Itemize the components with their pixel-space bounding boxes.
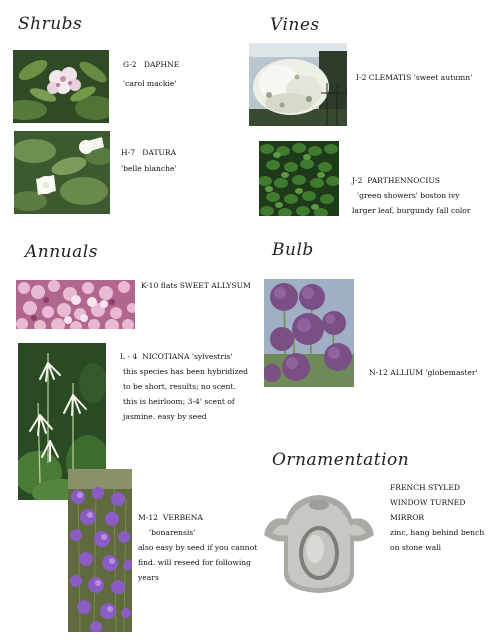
boston-ivy-line-1: 'green showers' boston ivy bbox=[357, 191, 460, 200]
nicotiana-title-line bbox=[120, 349, 248, 364]
heading-ornamentation: Ornamentation bbox=[272, 450, 410, 470]
daphne-title-line bbox=[123, 57, 179, 72]
verbena-line-2: also easy by seed if you cannot bbox=[138, 543, 258, 552]
datura-code: H-7 bbox=[121, 148, 136, 157]
verbena-caption bbox=[138, 510, 257, 585]
nicotiana-line-3: this is heirloom; 3-4' scent of bbox=[123, 397, 235, 406]
mirror-photo bbox=[258, 491, 380, 596]
boston-ivy-name: PARTHENNOCIUS bbox=[367, 176, 440, 185]
sweet-alyssum-photo bbox=[16, 280, 135, 329]
verbena-line-4: years bbox=[138, 573, 159, 582]
verbena-photo bbox=[68, 469, 132, 632]
boston-ivy-photo bbox=[259, 141, 339, 216]
datura-photo bbox=[14, 131, 110, 214]
boston-ivy-title-line bbox=[352, 173, 470, 188]
mirror-line-2: WINDOW TURNED bbox=[390, 498, 466, 507]
heading-shrubs: Shrubs bbox=[18, 14, 83, 34]
clematis-photo bbox=[249, 43, 347, 126]
datura-variety: 'belle blanche' bbox=[121, 164, 177, 173]
daphne-name: DAPHNE bbox=[143, 60, 180, 69]
mirror-caption bbox=[390, 480, 484, 555]
daphne-caption bbox=[123, 57, 179, 91]
sweet-alyssum-caption: K-10 flats SWEET ALLYSUM bbox=[141, 281, 251, 290]
heading-bulb: Bulb bbox=[272, 240, 314, 260]
mirror-line-4: zinc, hang behind bench bbox=[390, 528, 485, 537]
mirror-line-5: on stone wall bbox=[390, 543, 442, 552]
daphne-photo bbox=[13, 50, 109, 123]
boston-ivy-caption bbox=[352, 173, 470, 218]
nicotiana-line-2: to be short, results; no scent. bbox=[123, 382, 236, 391]
nicotiana-line-1: this species has been hybridized bbox=[123, 367, 249, 376]
nicotiana-caption bbox=[120, 349, 248, 424]
nicotiana-name: NICOTIANA 'sylvestris' bbox=[142, 352, 233, 361]
verbena-line-3: find. will reseed for following bbox=[138, 558, 252, 567]
datura-name: DATURA bbox=[142, 148, 177, 157]
heading-vines: Vines bbox=[270, 15, 320, 35]
daphne-variety: 'carol mackie' bbox=[123, 79, 177, 88]
datura-title-line bbox=[121, 145, 177, 160]
datura-caption bbox=[121, 145, 177, 176]
verbena-code: M-12 bbox=[138, 513, 159, 522]
allium-caption: N-12 ALLIUM 'globemaster' bbox=[369, 368, 478, 377]
allium-photo bbox=[264, 279, 354, 387]
boston-ivy-code: J-2 bbox=[352, 176, 363, 185]
verbena-line-1: 'bonarensis' bbox=[149, 528, 196, 537]
verbena-title-line bbox=[138, 510, 257, 525]
mirror-line-1: FRENCH STYLED bbox=[390, 483, 460, 492]
boston-ivy-line-2: larger leaf, burgundy fall color bbox=[352, 206, 471, 215]
mirror-line-3: MIRROR bbox=[390, 513, 425, 522]
heading-annuals: Annuals bbox=[25, 242, 98, 262]
clematis-caption: I-2 CLEMATIS 'sweet autumn' bbox=[356, 73, 473, 82]
verbena-name: VERBENA bbox=[162, 513, 203, 522]
daphne-code: G-2 bbox=[123, 60, 137, 69]
nicotiana-code: L - 4 bbox=[120, 352, 138, 361]
nicotiana-line-4: jasmine. easy by seed bbox=[123, 412, 207, 421]
